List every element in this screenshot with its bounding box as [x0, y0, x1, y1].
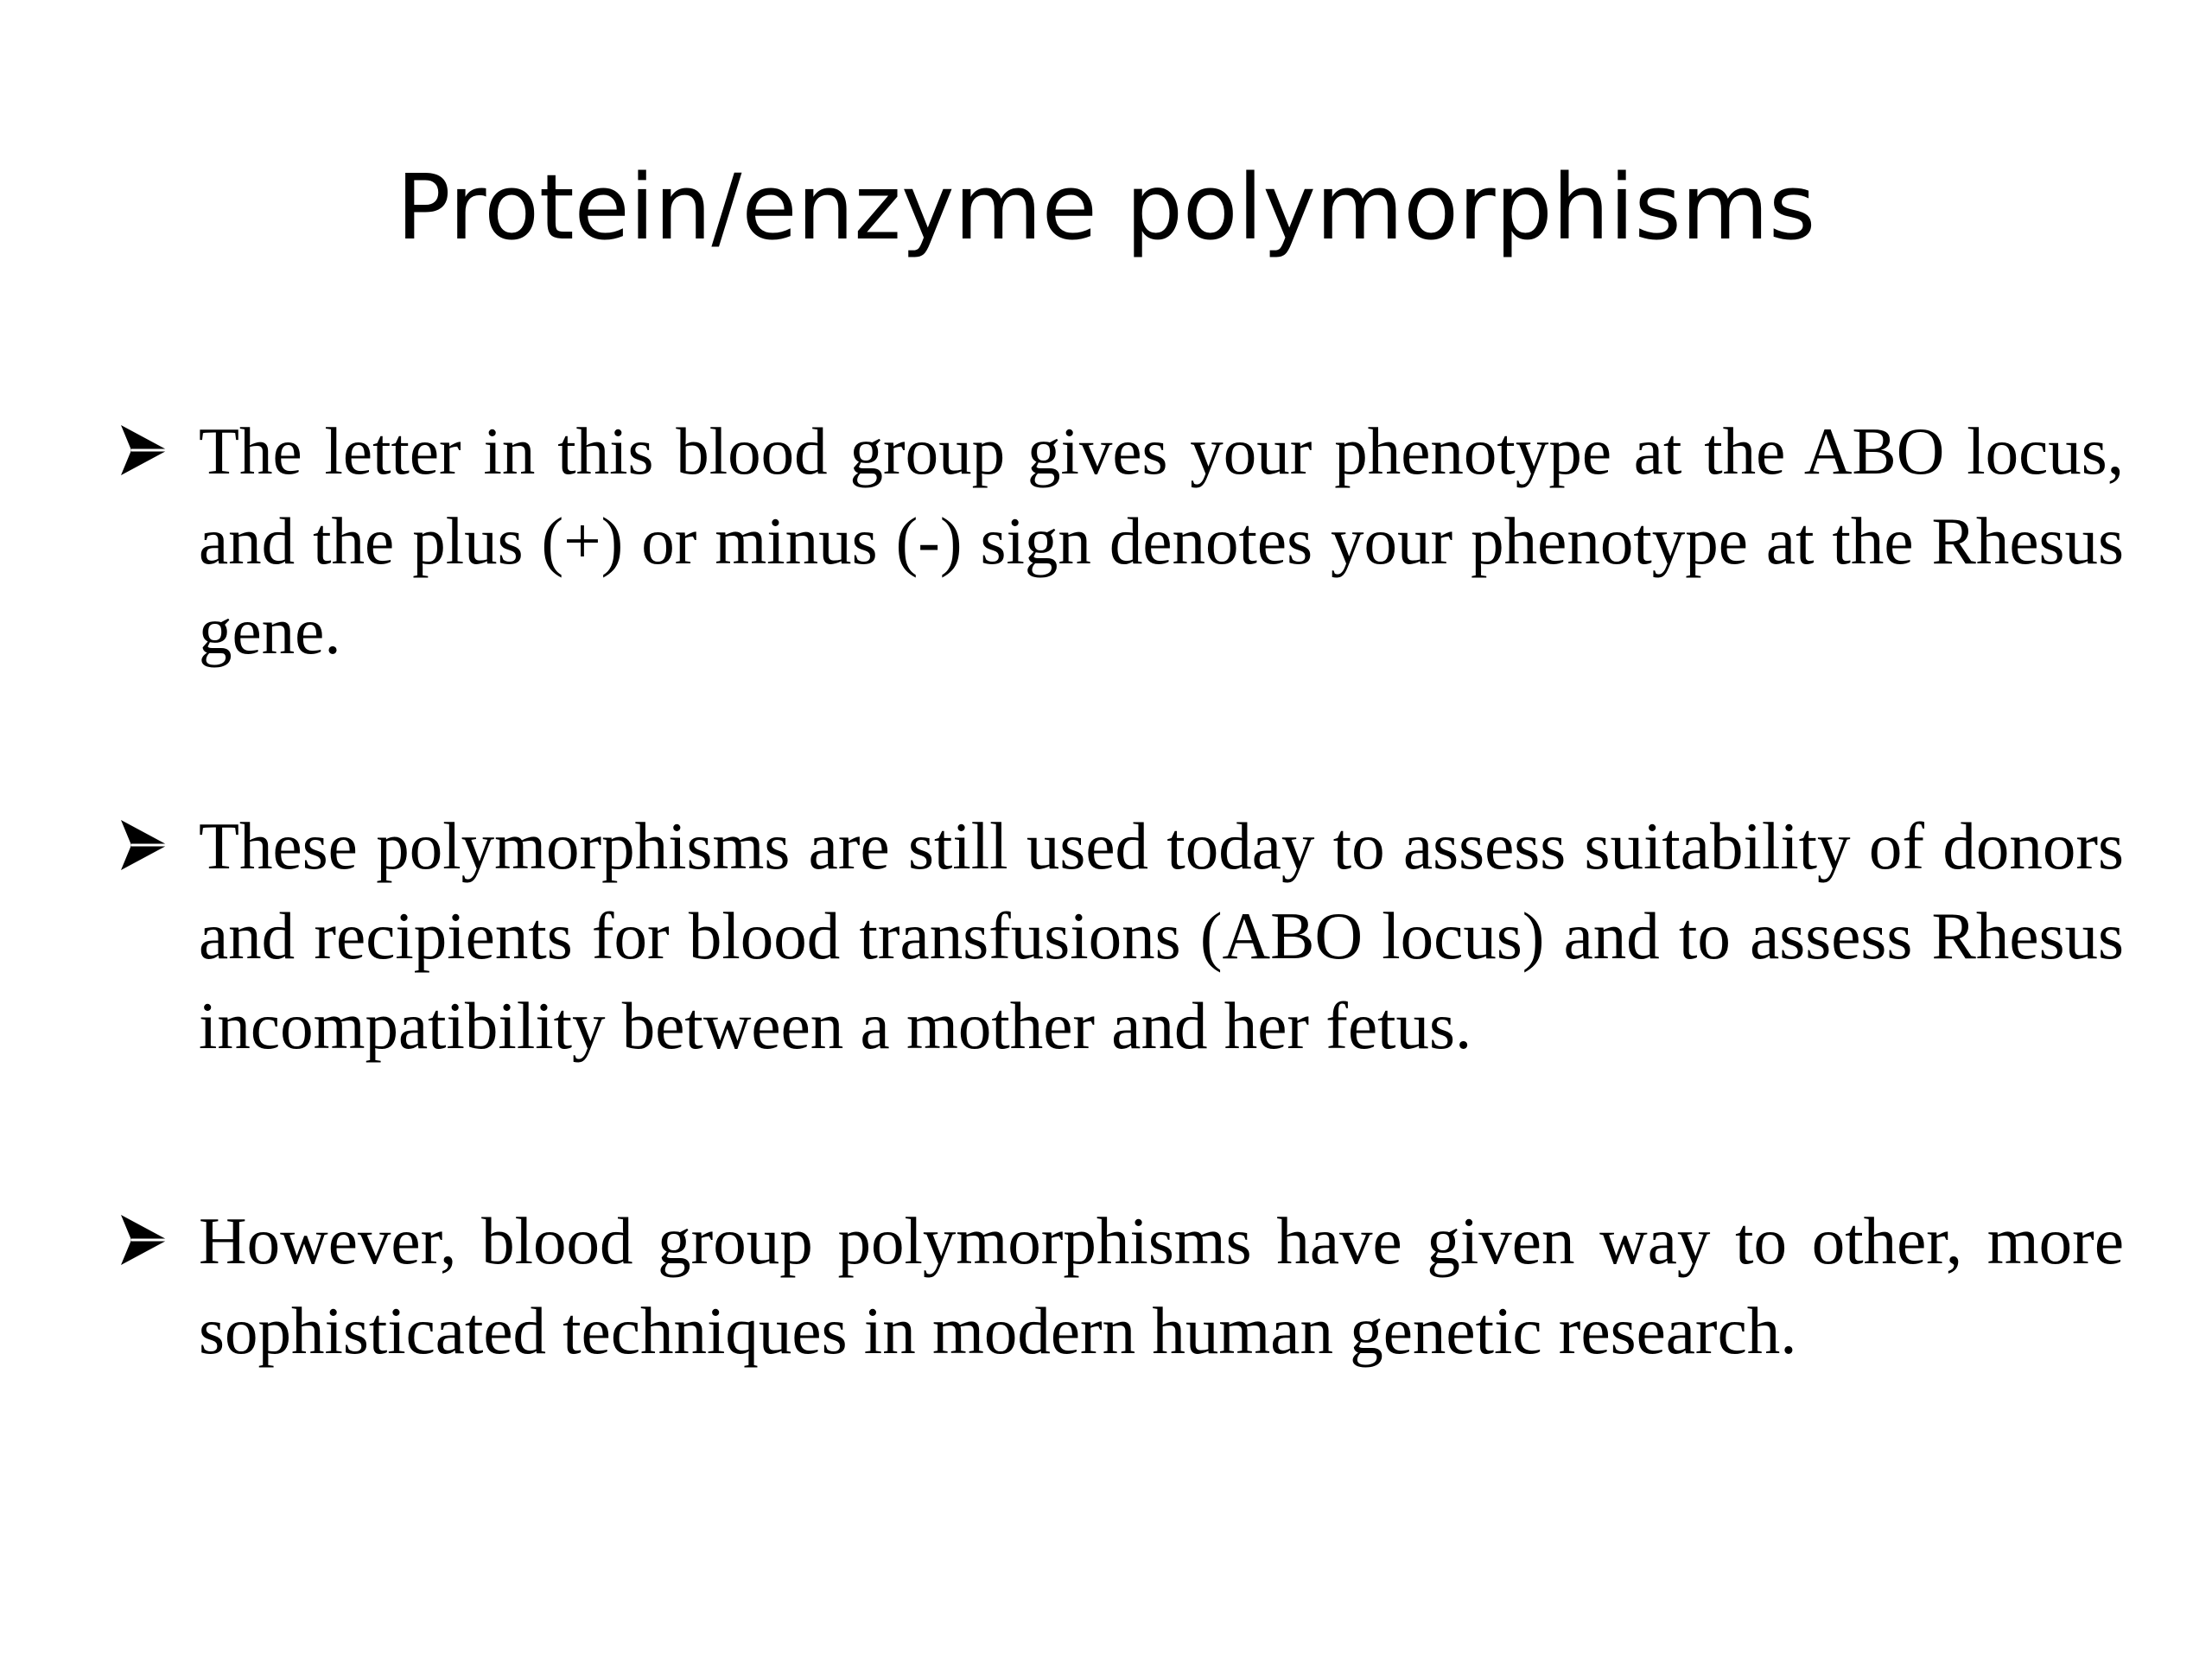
bullet-item	[119, 406, 2124, 676]
bullet-list	[119, 406, 2124, 1501]
slide-title: Protein/enzyme polymorphisms	[396, 155, 1816, 260]
arrowhead-bullet-icon	[119, 423, 169, 477]
bullet-text: The letter in this blood group gives your phenotype at the ABO locus, and the plus (+) or minus (-) sign denotes your phenotype at the Rhesus gene.	[199, 414, 2124, 668]
arrowhead-bullet-icon	[119, 818, 169, 872]
bullet-text: These polymorphisms are still used today to assess suitability of donors and recipients for blood transfusions (ABO locus) and to assess Rhesus incompatibility between a mother and her fetus.	[199, 809, 2124, 1063]
bullet-item	[119, 801, 2124, 1071]
arrowhead-bullet-icon	[119, 1213, 169, 1267]
bullet-item	[119, 1196, 2124, 1376]
bullet-text: However, blood group polymorphisms have given way to other, more sophisticated techniques in modern human genetic research.	[199, 1204, 2124, 1368]
